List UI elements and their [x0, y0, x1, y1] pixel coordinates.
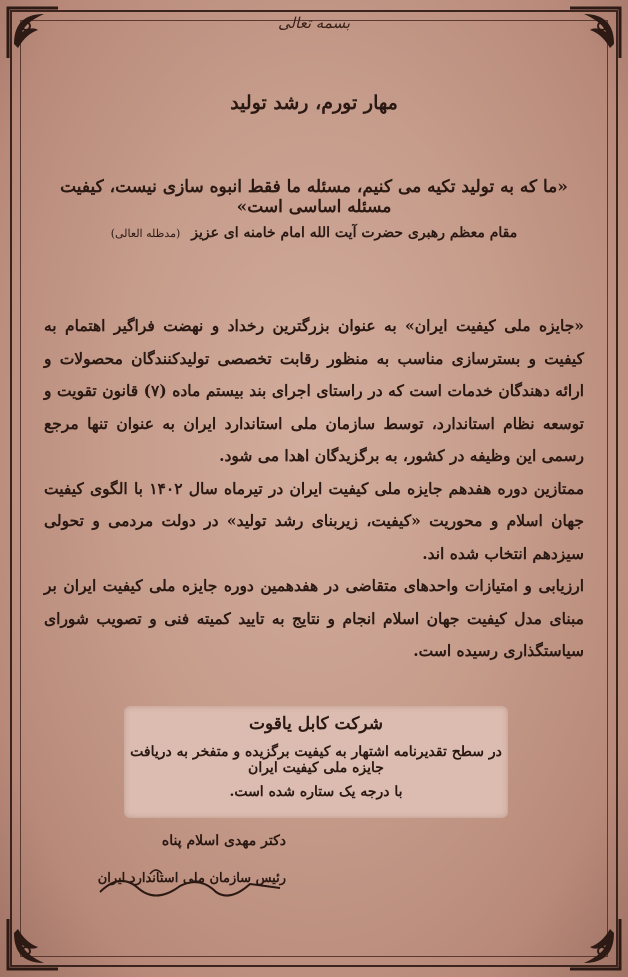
- awarded-company: شرکت کابل یاقوت: [249, 714, 383, 734]
- award-box: [124, 706, 508, 818]
- quote-attribution: [44, 225, 584, 241]
- signatory-title: رئیس سازمان ملی استاندارد ایران: [97, 871, 286, 886]
- corner-ornament-icon: [4, 915, 62, 973]
- leader-quote: «ما که به تولید تکیه می کنیم، مسئله ما فقط انبوه سازی نیست، کیفیت مسئله اساسی است»: [60, 177, 568, 217]
- corner-ornament-icon: [566, 915, 624, 973]
- award-grade-text: با درجه یک ستاره شده است.: [229, 784, 403, 800]
- invocation-heading: بسمه تعالی: [277, 14, 351, 32]
- corner-ornament-icon: [566, 4, 624, 62]
- signatory-name: دکتر مهدی اسلام پناه: [161, 833, 286, 849]
- quote-honorific: (مدظله العالی): [110, 227, 181, 240]
- year-slogan-title: مهار تورم، رشد تولید: [230, 92, 398, 114]
- body-paragraph: ارزیابی و امتیازات واحدهای متقاضی در هفدهمین دوره جایزه ملی کیفیت ایران بر مبنای مدل کیفیت جهان اسلام انجام و نتایج به تایید کمیته فنی و تصویب شورای سیاستگذاری رسیده است.: [44, 576, 584, 660]
- certificate-body: [44, 310, 584, 668]
- body-paragraph: «جایزه ملی کیفیت ایران» به عنوان بزرگترین رخداد و نهضت فراگیر اهتمام به کیفیت و بسترسازی مناسب به منظور رقابت تخصصی تولیدکنندگان محصولات و ارائه دهندگان خدمات است که در راستای اجرای بند بیستم ماده (۷) قانون تقویت و توسعه نظام استاندارد، توسط سازمان ملی استاندارد ایران به عنوان تنها مرجع رسمی این وظیفه در کشور، به برگزیدگان اهدا می شود.: [44, 316, 585, 465]
- body-paragraph: ممتازین دوره هفدهم جایزه ملی کیفیت ایران در تیرماه سال ۱۴۰۲ با الگوی کیفیت جهان اسلام و محوریت «کیفیت، زیربنای رشد تولید» در دولت مردمی و تحولی سیزدهم انتخاب شده اند.: [44, 478, 584, 563]
- corner-ornament-icon: [4, 4, 62, 62]
- award-level-text: در سطح تقدیرنامه اشتهار به کیفیت برگزیده و متفخر به دریافت جایزه ملی کیفیت ایران: [130, 744, 502, 776]
- quote-source: مقام معظم رهبری حضرت آیت الله امام خامنه ای عزیز: [191, 225, 518, 241]
- handwritten-signature: [90, 862, 310, 906]
